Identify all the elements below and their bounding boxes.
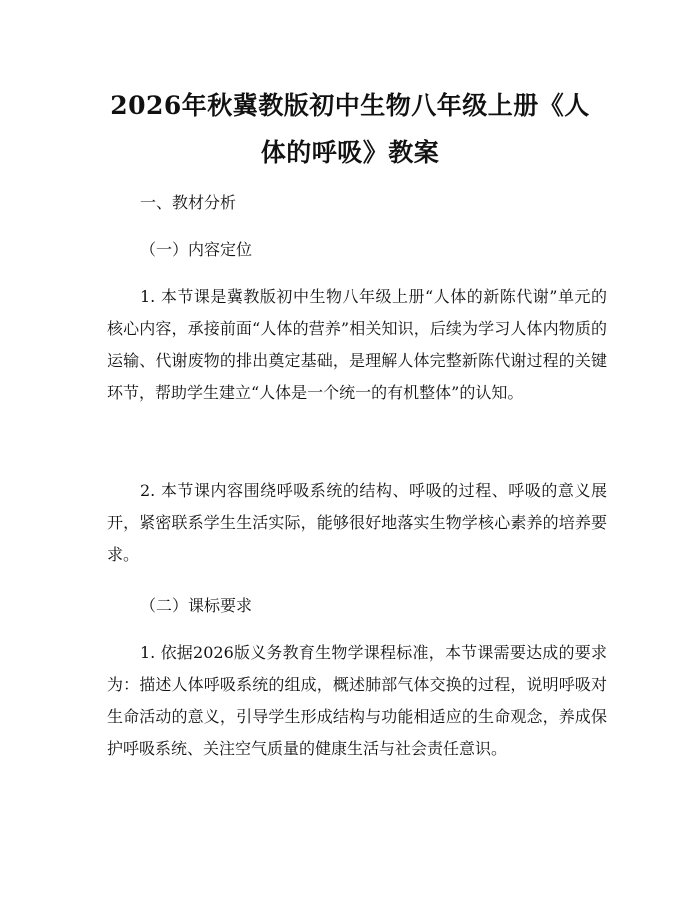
document-title: 2026年秋冀教版初中生物八年级上册《人体的呼吸》教案 xyxy=(110,91,590,167)
subsection-heading-content-positioning: （一）内容定位 xyxy=(140,240,253,259)
subsection-heading-curriculum-requirements: （二）课标要求 xyxy=(140,596,253,615)
paragraph-curriculum-requirements-1: 1. 依据2026版义务教育生物学课程标准，本节课需要达成的要求为：描述人体呼吸系统的组成，概述肺部气体交换的过程，说明呼吸对生命活动的意义，引导学生形成结构与功能相适应的生命观念，养成保护呼吸系统、关注空气质量的健康生活与社会责任意识。 xyxy=(107,643,607,758)
section-heading-textbook-analysis: 一、教材分析 xyxy=(140,193,237,212)
paragraph-content-positioning-2: 2. 本节课内容围绕呼吸系统的结构、呼吸的过程、呼吸的意义展开，紧密联系学生生活实际，能够很好地落实生物学核心素养的培养要求。 xyxy=(107,481,607,564)
paragraph-content-positioning-1: 1. 本节课是冀教版初中生物八年级上册“人体的新陈代谢”单元的核心内容，承接前面“人体的营养”相关知识，后续为学习人体内物质的运输、代谢废物的排出奠定基础，是理解人体完整新陈代谢过程的关键环节，帮助学生建立“人体是一个统一的有机整体”的认知。 xyxy=(107,287,607,402)
